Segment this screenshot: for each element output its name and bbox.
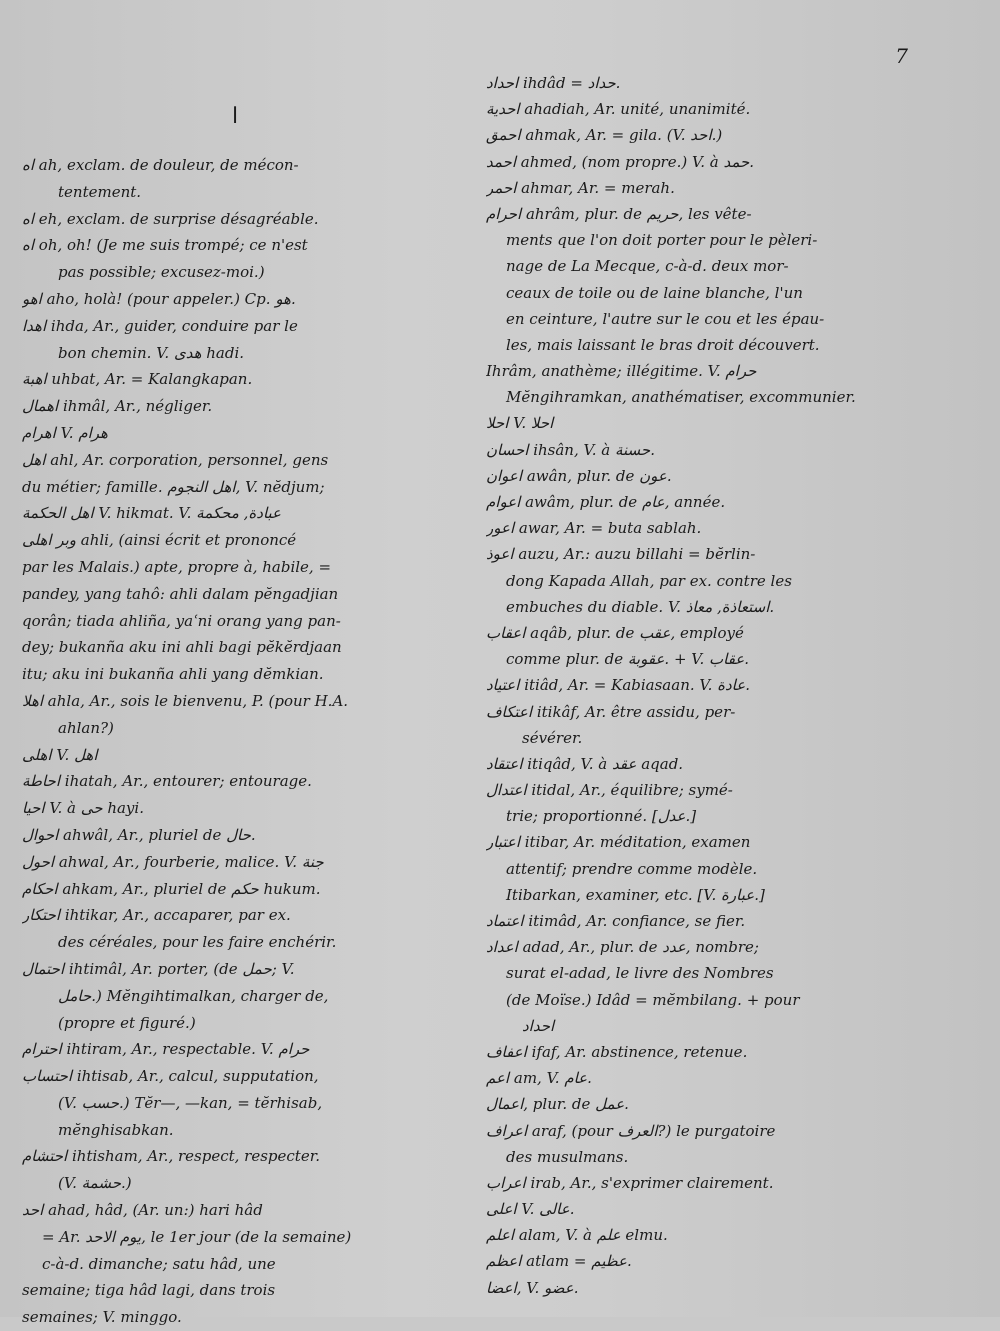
text-line: حامل.) Mĕngihtimalkan, charger de, xyxy=(58,986,329,1005)
text-line: اهل ahl, Ar. corporation, personnel, gens xyxy=(22,450,329,469)
text-line: احلا V. احلا xyxy=(486,414,554,433)
text-line: les, mais laissant le bras droit découvert. xyxy=(506,335,820,354)
text-line: mĕnghisabkan. xyxy=(58,1120,174,1139)
text-line: اهو aho, holà! (pour appeler.) Cp. هو. xyxy=(22,289,296,308)
text-line: احدية ahadiah, Ar. unité, unanimité. xyxy=(486,100,751,119)
text-line: اعلم alam, V. à علم elmu. xyxy=(486,1226,668,1245)
text-line: = Ar. يوم الاحد, le 1er jour (de la semaine) xyxy=(42,1227,352,1246)
text-line: semaine; tiga hâd lagi, dans trois xyxy=(22,1281,276,1300)
text-line: اعتدال itidal, Ar., équilibre; symé- xyxy=(486,781,733,800)
text-line: احتمال ihtimâl, Ar. porter, (de حمل; V. xyxy=(22,959,295,978)
text-line: (V. حشمة.) xyxy=(58,1174,132,1193)
text-line: (de Moïse.) Idâd = mĕmbilang. + pour xyxy=(506,990,800,1009)
text-line: dong Kapada Allah, par ex. contre les xyxy=(506,571,792,590)
text-line: Itibarkan, examiner, etc. [V. عبارة.] xyxy=(506,885,765,904)
text-line: احوال ahwâl, Ar., pluriel de حال. xyxy=(22,825,256,844)
text-line: اه ah, exclam. de douleur, de mécon- xyxy=(22,156,299,174)
text-line: احمق ahmak, Ar. = gila. (V. احد.) xyxy=(486,126,723,145)
text-line: وبر اهلى ahli, (ainsi écrit et prononcé xyxy=(22,531,297,550)
text-line: sévérer. xyxy=(522,728,583,747)
text-line: des céréales, pour les faire enchérir. xyxy=(58,933,337,952)
text-line: احتساب ihtisab, Ar., calcul, supputation, xyxy=(22,1067,319,1086)
text-line: nage de La Mecque, c-à-d. deux mor- xyxy=(506,257,789,276)
text-line: c-à-d. dimanche; satu hâd, une xyxy=(42,1254,276,1273)
text-line: اه oh, oh! (Je me suis trompé; ce n'est xyxy=(22,236,308,255)
text-line: اعظم atlam = عظيم. xyxy=(486,1252,632,1271)
text-line: pandey, yang tahô: ahli dalam pĕngadjian xyxy=(22,584,339,603)
text-line: اعفاف ifaf, Ar. abstinence, retenue. xyxy=(486,1042,748,1061)
section-letter-heading: ا xyxy=(232,104,239,129)
text-line: احداد ihdâd = حداد. xyxy=(486,74,621,92)
text-line: اهل الحكمة V. hikmat. V. عبادة, محكمة xyxy=(22,504,282,523)
text-line: (V. حسب.) Tĕr—, —kan, = tĕrhisab, xyxy=(58,1093,323,1112)
text-line: اعوام awâm, plur. de عام, année. xyxy=(486,493,726,511)
text-line: اهلا ahla, Ar., sois le bienvenu, P. (pour H.A. xyxy=(22,691,349,710)
text-line: ceaux de toile ou de laine blanche, l'un xyxy=(506,283,803,302)
text-line: qorân; tiada ahliña, yaʿni orang yang pan- xyxy=(22,611,341,630)
text-line: اعراف araf, (pour العرف?) le purgatoire xyxy=(486,1121,776,1140)
text-line: pas possible; excusez-moi.) xyxy=(58,263,265,282)
text-line: احرام ahrâm, plur. de حريم, les vête- xyxy=(486,204,752,223)
text-line: tentement. xyxy=(58,182,142,201)
text-line: اعراب irab, Ar., s'exprimer clairement. xyxy=(486,1173,774,1192)
text-line: اهدا ihda, Ar., guider, conduire par le xyxy=(22,316,298,335)
text-line: attentif; prendre comme modèle. xyxy=(506,859,758,878)
text-line: trie; proportionné. [عدل.] xyxy=(506,807,697,826)
right-column xyxy=(486,70,910,1301)
text-line: اعتقاد itiqâd, V. à عقد aqad. xyxy=(486,754,684,773)
text-line: dey; bukanña aku ini ahli bagi pĕkĕrdjaan xyxy=(22,638,342,657)
text-line: اعتكاف itikâf, Ar. être assidu, per- xyxy=(486,702,736,721)
text-line: اه eh, exclam. de surprise désagréable. xyxy=(22,209,319,228)
text-line: en ceinture, l'autre sur le cou et les épau- xyxy=(506,309,825,328)
text-line: احمد ahmed, (nom propre.) V. à حمد. xyxy=(486,152,755,171)
text-line: احكام ahkam, Ar., pluriel de حكم hukum. xyxy=(22,879,321,898)
text-line: des musulmans. xyxy=(506,1147,629,1166)
text-line: اعور awar, Ar. = buta sablah. xyxy=(486,519,702,538)
text-line: bon chemin. V. هدى hadi. xyxy=(58,343,245,362)
text-line: احداد xyxy=(522,1016,555,1035)
text-line: اعتماد itimâd, Ar. confiance, se fier. xyxy=(486,912,746,930)
text-line: itu; aku ini bukanña ahli yang dĕmkian. xyxy=(22,665,324,684)
text-line: surat el-adad, le livre des Nombres xyxy=(506,964,774,983)
text-line: اعوذ auzu, Ar.: auzu billahi = bĕrlin- xyxy=(486,545,756,564)
text-line: اهرام V. هرام xyxy=(22,423,108,442)
text-line: اعوان awân, plur. de عون. xyxy=(486,466,672,485)
text-line: اعم am, V. عام. xyxy=(486,1069,592,1088)
text-line: Mĕngihramkan, anathématiser, excommunier. xyxy=(506,388,856,407)
left-column xyxy=(22,152,484,1331)
text-line: du métier; famille. اهل النجوم, V. nĕdjum; xyxy=(22,477,325,496)
text-line: Ihrâm, anathème; illégitime. V. حرام xyxy=(486,362,757,381)
text-line: اهبة uhbat, Ar. = Kalangkapan. xyxy=(22,370,253,389)
text-line: ments que l'on doit porter pour le pèleri- xyxy=(506,231,818,250)
text-line: اعتياد itiâd, Ar. = Kabiasaan. V. عادة. xyxy=(486,676,750,695)
text-line: اهلى V. اهل xyxy=(22,745,98,764)
text-line: embuches du diable. V. استعاذة, معاذ. xyxy=(506,597,775,616)
text-line: احيا V. à حى hayi. xyxy=(22,799,144,818)
text-line: اعضا, V. عضو. xyxy=(486,1278,579,1297)
text-line: احد ahad, hâd, (Ar. un:) hari hâd xyxy=(22,1201,263,1220)
text-line: احسان ihsân, V. à حسنة. xyxy=(486,440,655,459)
text-line: اعلى V. عالى. xyxy=(486,1200,575,1219)
text-line: احمر ahmar, Ar. = merah. xyxy=(486,178,675,197)
text-line: comme plur. de عقوبة. + V. عقاب. xyxy=(506,650,750,669)
text-line: اعقاب aqâb, plur. de عقب, employé xyxy=(486,623,744,642)
text-line: اعتبار itibar, Ar. méditation, examen xyxy=(486,833,751,852)
text-line: ahlan?) xyxy=(58,718,114,737)
text-line: par les Malais.) apte, propre à, habile, = xyxy=(22,557,332,576)
text-line: احترام ihtiram, Ar., respectable. V. حرام xyxy=(22,1040,310,1059)
text-line: احول ahwal, Ar., fourberie, malice. V. جنة xyxy=(22,852,324,871)
text-line: اهمال ihmâl, Ar., négliger. xyxy=(22,397,213,416)
text-line: (propre et figuré.) xyxy=(58,1013,196,1032)
text-line: اعداد adad, Ar., plur. de عدد, nombre; xyxy=(486,938,759,957)
text-line: اعمال, plur. de عمل. xyxy=(486,1095,629,1114)
text-line: احاطة ihatah, Ar., entourer; entourage. xyxy=(22,772,312,791)
page-number: 7 xyxy=(895,44,908,68)
text-line: احتكار ihtikar, Ar., accaparer, par ex. xyxy=(22,906,291,925)
text-line: semaines; V. minggo. xyxy=(22,1308,182,1327)
text-line: احتشام ihtisham, Ar., respect, respecter. xyxy=(22,1147,320,1166)
